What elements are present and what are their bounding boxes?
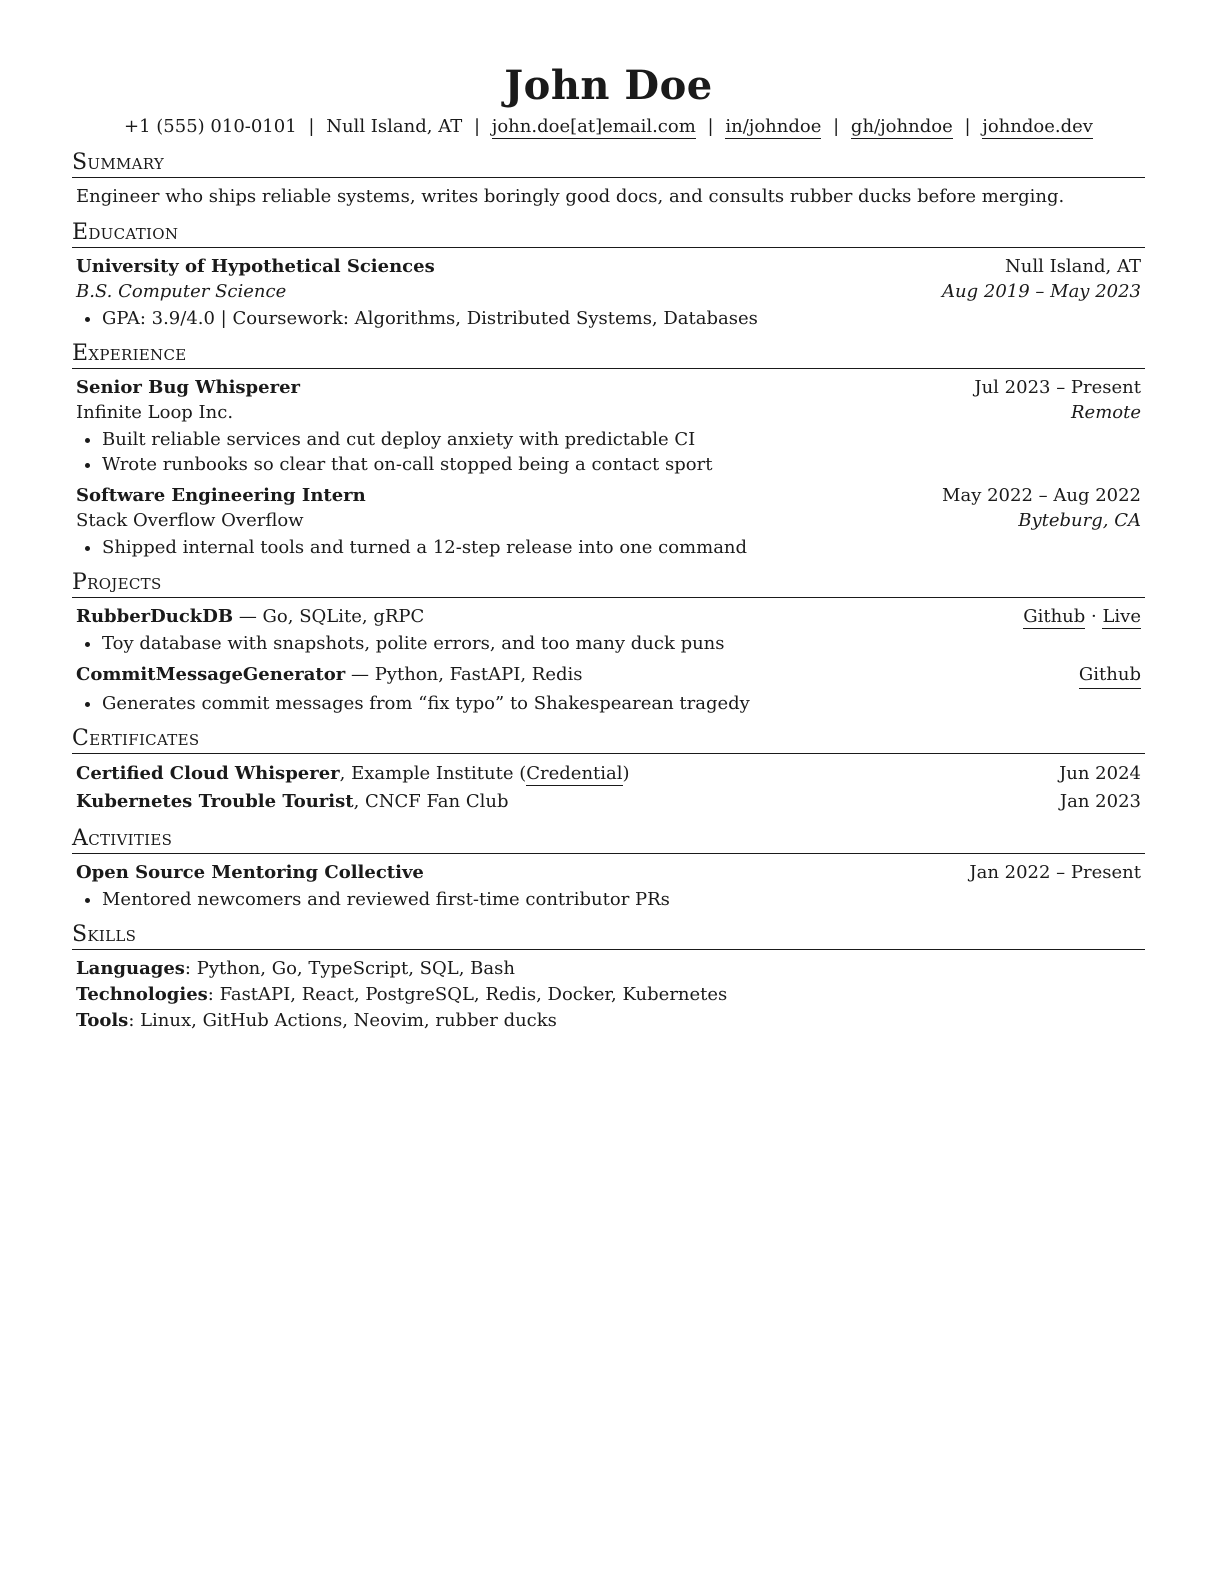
certificate-issuer-close: ) [622, 763, 630, 784]
skills-label: Languages [76, 958, 185, 979]
certificates-section [72, 726, 1145, 816]
activity-row [76, 860, 1141, 885]
education-bullets [76, 306, 1141, 331]
experience-entry [76, 375, 1141, 477]
activity-name: Open Source Mentoring Collective [76, 862, 424, 883]
list-item: • Mentored newcomers and reviewed first-time contributor PRs [102, 887, 1141, 912]
linkedin-link[interactable]: in/johndoe [725, 116, 822, 137]
section-title-skills: Skills [72, 922, 1145, 950]
certificate-name: Certified Cloud Whisperer [76, 763, 340, 784]
resume-content [72, 60, 1145, 1034]
section-title-education: Education [72, 220, 1145, 248]
skills-value: : Python, Go, TypeScript, SQL, Bash [184, 958, 515, 979]
github-link[interactable]: gh/johndoe [850, 116, 953, 137]
section-title-projects: Projects [72, 570, 1145, 598]
list-item: • Toy database with snapshots, polite errors, and too many duck puns [102, 631, 1141, 656]
skills-row-languages [76, 956, 1141, 982]
candidate-name: John Doe [504, 62, 713, 109]
section-title-summary: Summary [72, 150, 1145, 178]
link-separator: · [1085, 606, 1103, 627]
phone-number: +1 (555) 010-0101 [124, 116, 297, 137]
separator: | [833, 116, 840, 137]
project-entry [76, 662, 1141, 716]
project-name: RubberDuckDB [76, 606, 234, 627]
job-role: Software Engineering Intern [76, 485, 366, 506]
section-title-activities: Activities [72, 826, 1145, 854]
project-stack: — Python, FastAPI, Redis [345, 664, 583, 685]
certificate-issuer: , Example Institute ( [339, 763, 527, 784]
experience-section [72, 341, 1145, 560]
list-item: • Wrote runbooks so clear that on-call stopped being a contact sport [102, 452, 1141, 477]
separator: | [707, 116, 714, 137]
project-stack: — Go, SQLite, gRPC [233, 606, 425, 627]
education-section [72, 220, 1145, 331]
separator: | [308, 116, 315, 137]
job-dates: Jul 2023 – Present [974, 377, 1141, 398]
section-title-experience: Experience [72, 341, 1145, 369]
list-item: • Shipped internal tools and turned a 12-step release into one command [102, 535, 1141, 560]
skills-section [72, 922, 1145, 1034]
certificate-name: Kubernetes Trouble Tourist [76, 791, 354, 812]
school-name: University of Hypothetical Sciences [76, 256, 435, 277]
website-link[interactable]: johndoe.dev [982, 116, 1093, 137]
project-github-link[interactable]: Github [1023, 606, 1086, 627]
separator: | [473, 116, 481, 137]
job-bullets [76, 427, 1141, 477]
location-text: Null Island, AT [326, 116, 463, 137]
certificate-date: Jun 2024 [1059, 763, 1141, 784]
skills-value: : FastAPI, React, PostgreSQL, Redis, Docker, Kubernetes [207, 984, 728, 1005]
list-item: • Built reliable services and cut deploy anxiety with predictable CI [102, 427, 1141, 452]
job-bullets [76, 535, 1141, 560]
skills-label: Technologies [76, 984, 208, 1005]
skills-label: Tools [76, 1010, 129, 1031]
job-location: Byteburg, CA [1018, 510, 1141, 531]
project-live-link[interactable]: Live [1102, 606, 1141, 627]
job-role: Senior Bug Whisperer [76, 377, 301, 398]
credential-link[interactable]: Credential [526, 763, 623, 784]
school-location: Null Island, AT [1005, 256, 1141, 277]
email-link[interactable]: john.doe[at]email.com [491, 116, 696, 137]
project-entry [76, 604, 1141, 656]
summary-section [72, 150, 1145, 210]
experience-entry [76, 483, 1141, 560]
summary-text: Engineer who ships reliable systems, writes boringly good docs, and consults rubber ducks before merging. [76, 186, 1065, 207]
section-title-certificates: Certificates [72, 726, 1145, 754]
projects-section [72, 570, 1145, 716]
list-item: • GPA: 3.9/4.0 | Coursework: Algorithms, Distributed Systems, Databases [102, 306, 1141, 331]
skills-value: : Linux, GitHub Actions, Neovim, rubber ducks [128, 1010, 557, 1031]
activity-dates: Jan 2022 – Present [969, 862, 1141, 883]
company-name: Stack Overflow Overflow [76, 510, 304, 531]
contact-line [72, 114, 1145, 140]
job-location: Remote [1071, 402, 1141, 423]
degree-row [76, 279, 1141, 304]
project-github-link[interactable]: Github [1079, 662, 1141, 689]
list-item: • Generates commit messages from “fix typo” to Shakespearean tragedy [102, 691, 1141, 716]
separator: | [964, 116, 971, 137]
certificate-issuer: , CNCF Fan Club [353, 791, 509, 812]
project-name: CommitMessageGenerator [76, 664, 346, 685]
activity-bullets [76, 887, 1141, 912]
company-name: Infinite Loop Inc. [76, 402, 234, 423]
certificate-row [76, 788, 1141, 816]
job-dates: May 2022 – Aug 2022 [942, 485, 1141, 506]
skills-row-tools [76, 1008, 1141, 1034]
certificate-row [76, 760, 1141, 788]
activities-section [72, 826, 1145, 912]
education-dates: Aug 2019 – May 2023 [942, 281, 1141, 302]
skills-row-technologies [76, 982, 1141, 1008]
project-bullets [76, 691, 1141, 716]
degree-text: B.S. Computer Science [76, 281, 287, 302]
education-row [76, 254, 1141, 279]
certificate-date: Jan 2023 [1059, 791, 1141, 812]
project-bullets [76, 631, 1141, 656]
